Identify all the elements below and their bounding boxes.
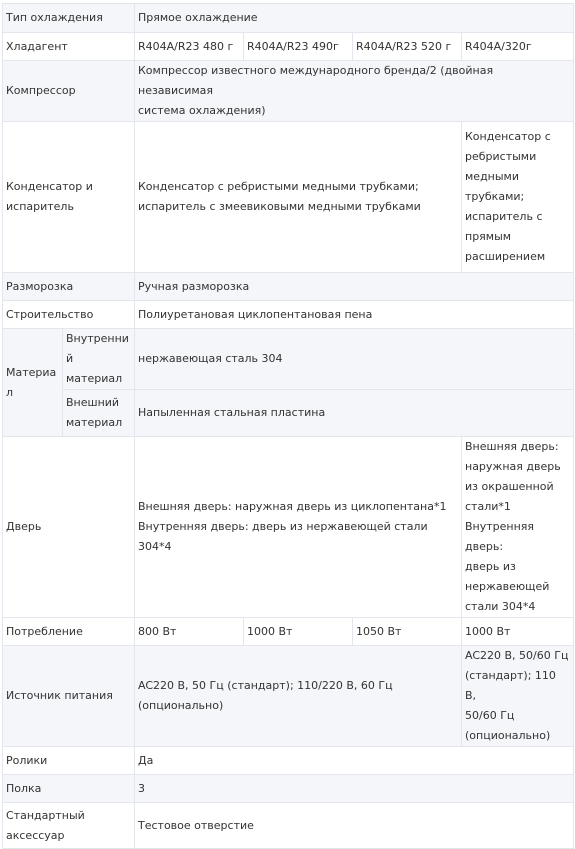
power-supply-alt-line: AC220 В, 50/60 Гц (465, 649, 569, 662)
refrigerant-value-1: R404A/R23 480 г (135, 33, 244, 61)
inner-material-label-line-1: Внутренний (66, 332, 129, 365)
table-row (3, 747, 574, 775)
door-label: Дверь (3, 437, 135, 618)
outer-material-label (63, 390, 135, 437)
door-alt-value (462, 437, 574, 618)
power-supply-alt-value (462, 646, 574, 747)
condenser-alt-line: прямым (465, 230, 512, 243)
shelf-value: 3 (135, 775, 574, 803)
power-supply-value: AC220 В, 50 Гц (стандарт); 110/220 В, 60 Гц (опционально) (135, 646, 462, 747)
power-value-1: 800 Вт (135, 618, 244, 646)
table-row (3, 273, 574, 301)
casters-label: Ролики (3, 747, 135, 775)
condenser-label (3, 122, 135, 273)
power-supply-alt-line: (стандарт); 110 В, (465, 669, 556, 702)
compressor-label: Компрессор (3, 61, 135, 122)
shelf-label: Полка (3, 775, 135, 803)
casters-value: Да (135, 747, 574, 775)
door-alt-line: наружная дверь (465, 460, 561, 473)
accessory-label-line-1: Стандартный (6, 808, 85, 822)
power-value-3: 1050 Вт (353, 618, 462, 646)
table-row (3, 301, 574, 329)
compressor-value-line-2: система охлаждения) (138, 104, 266, 117)
table-row (3, 4, 574, 33)
power-supply-alt-line: (опционально) (465, 729, 551, 742)
condenser-alt-line: испаритель с (465, 210, 543, 223)
defrost-value: Ручная разморозка (135, 273, 574, 301)
construction-label: Строительство (3, 301, 135, 329)
cooling-type-value: Прямое охлаждение (135, 4, 574, 33)
condenser-value-line-2: испаритель с змеевиковыми медными трубками (138, 200, 421, 213)
door-value (135, 437, 462, 618)
inner-material-value: нержавеющая сталь 304 (135, 329, 574, 390)
door-alt-line: стали 304*4 (465, 600, 536, 613)
condenser-alt-line: трубками; (465, 190, 525, 203)
condenser-alt-line: Конденсатор с (465, 130, 551, 143)
accessory-value: Тестовое отверстие (135, 803, 574, 849)
accessory-label-line-2: аксессуар (6, 828, 65, 842)
compressor-value-line-1: Компрессор известного международного бренда/2 (двойная независимая (138, 64, 494, 97)
power-value-4: 1000 Вт (462, 618, 574, 646)
condenser-label-line-1: Конденсатор и (6, 180, 93, 193)
power-supply-alt-line: 50/60 Гц (465, 709, 515, 722)
door-alt-line: Внешняя дверь: (465, 440, 559, 453)
power-label: Потребление (3, 618, 135, 646)
table-row (3, 646, 574, 747)
condenser-alt-line: медными (465, 170, 519, 183)
door-alt-line: стали*1 (465, 500, 511, 513)
table-row (3, 329, 574, 390)
refrigerant-value-2: R404A/R23 490г (244, 33, 353, 61)
cooling-type-label: Тип охлаждения (3, 4, 135, 33)
table-row (3, 33, 574, 61)
door-alt-line: нержавеющей (465, 580, 550, 593)
outer-material-label-line-1: Внешний (66, 396, 120, 409)
material-label: Материал (3, 329, 63, 437)
table-row (3, 803, 574, 849)
door-alt-line: дверь из (465, 560, 516, 573)
compressor-value (135, 61, 574, 122)
power-supply-label: Источник питания (3, 646, 135, 747)
defrost-label: Разморозка (3, 273, 135, 301)
condenser-value (135, 122, 462, 273)
refrigerant-label: Хладагент (3, 33, 135, 61)
power-value-2: 1000 Вт (244, 618, 353, 646)
door-value-line-2: Внутренняя дверь: дверь из нержавеющей стали 304*4 (138, 520, 428, 553)
condenser-alt-line: ребристыми (465, 150, 537, 163)
table-row (3, 390, 574, 437)
spec-table (2, 3, 574, 849)
inner-material-label (63, 329, 135, 390)
condenser-alt-line: расширением (465, 250, 546, 263)
condenser-label-line-2: испаритель (6, 200, 74, 213)
table-row (3, 618, 574, 646)
refrigerant-value-3: R404A/R23 520 г (353, 33, 462, 61)
outer-material-label-line-2: материал (66, 416, 123, 429)
table-row (3, 437, 574, 618)
door-alt-line: из окрашенной (465, 480, 554, 493)
door-alt-line: Внутренняя дверь: (465, 520, 535, 553)
table-row (3, 122, 574, 273)
table-row (3, 775, 574, 803)
outer-material-value: Напыленная стальная пластина (135, 390, 574, 437)
table-row (3, 61, 574, 122)
condenser-alt-value (462, 122, 574, 273)
construction-value: Полиуретановая циклопентановая пена (135, 301, 574, 329)
accessory-label (3, 803, 135, 849)
door-value-line-1: Внешняя дверь: наружная дверь из циклопентана*1 (138, 500, 447, 513)
condenser-value-line-1: Конденсатор с ребристыми медными трубками; (138, 180, 419, 193)
refrigerant-value-4: R404A/320г (462, 33, 574, 61)
inner-material-label-line-2: материал (66, 372, 123, 385)
